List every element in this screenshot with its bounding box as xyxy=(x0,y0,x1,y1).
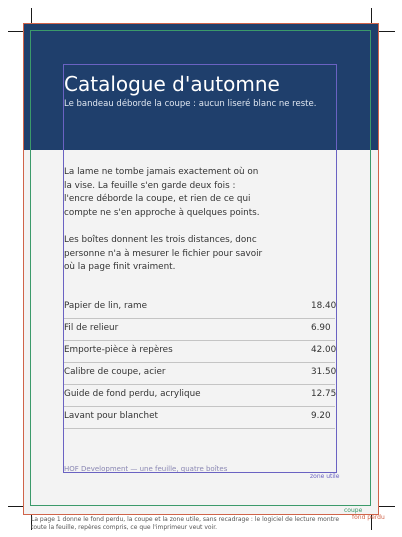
trim-label: coupe xyxy=(344,507,363,514)
bleed-label: fond perdu xyxy=(352,514,385,521)
paragraph-1-line: l'encre déborde la coupe, et rien de ce qui xyxy=(64,194,251,204)
price-row xyxy=(64,341,335,363)
page-caption: La page 1 donne le fond perdu, la coupe et la zone utile, sans recadrage : le logiciel de lecture montre toute la feuille, repères compris, ce que l'imprimeur veut voir. xyxy=(31,516,340,531)
item-price: 31.50 xyxy=(311,367,337,377)
price-row xyxy=(64,363,335,385)
item-price: 6.90 xyxy=(311,323,331,333)
page-title: Catalogue d'automne xyxy=(64,72,280,96)
price-row xyxy=(64,407,335,429)
item-price: 42.00 xyxy=(311,345,337,355)
item-name: Emporte-pièce à repères xyxy=(64,345,173,355)
safe-area-label: zone utile xyxy=(310,473,340,480)
crop-mark-top-left-horizontal xyxy=(8,31,24,32)
price-row xyxy=(64,385,335,407)
crop-mark-bottom-left-horizontal xyxy=(8,506,24,507)
crop-mark-top-left-vertical xyxy=(31,8,32,24)
paragraph-1-line: la vise. La feuille s'en garde deux fois : xyxy=(64,180,236,191)
crop-mark-top-right-vertical xyxy=(371,8,372,24)
item-name: Calibre de coupe, acier xyxy=(64,367,166,377)
item-name: Papier de lin, rame xyxy=(64,301,147,311)
item-price: 12.75 xyxy=(311,389,337,399)
footer-credit: HOF Development — une feuille, quatre boîtes xyxy=(64,465,228,473)
paragraph-1 xyxy=(64,166,274,220)
paragraph-2-line: Les boîtes donnent les trois distances, donc xyxy=(64,235,257,245)
price-row xyxy=(64,297,335,319)
paragraph-2 xyxy=(64,234,274,275)
paragraph-1-line: La lame ne tombe jamais exactement où on xyxy=(64,167,259,177)
item-name: Fil de relieur xyxy=(64,323,119,333)
paragraph-2-line: où la page finit vraiment. xyxy=(64,262,176,272)
paragraph-1-line: compte ne s'en approche à quelques points. xyxy=(64,207,260,218)
item-name: Guide de fond perdu, acrylique xyxy=(64,389,201,399)
item-price: 9.20 xyxy=(311,411,331,421)
page-subtitle: Le bandeau déborde la coupe : aucun liseré blanc ne reste. xyxy=(64,99,317,109)
item-name: Lavant pour blanchet xyxy=(64,411,158,421)
price-row xyxy=(64,319,335,341)
paragraph-2-line: personne n'a à mesurer le fichier pour savoir xyxy=(64,248,263,259)
item-price: 18.40 xyxy=(311,301,337,311)
crop-mark-top-right-horizontal xyxy=(379,31,395,32)
crop-mark-bottom-right-horizontal xyxy=(379,506,395,507)
